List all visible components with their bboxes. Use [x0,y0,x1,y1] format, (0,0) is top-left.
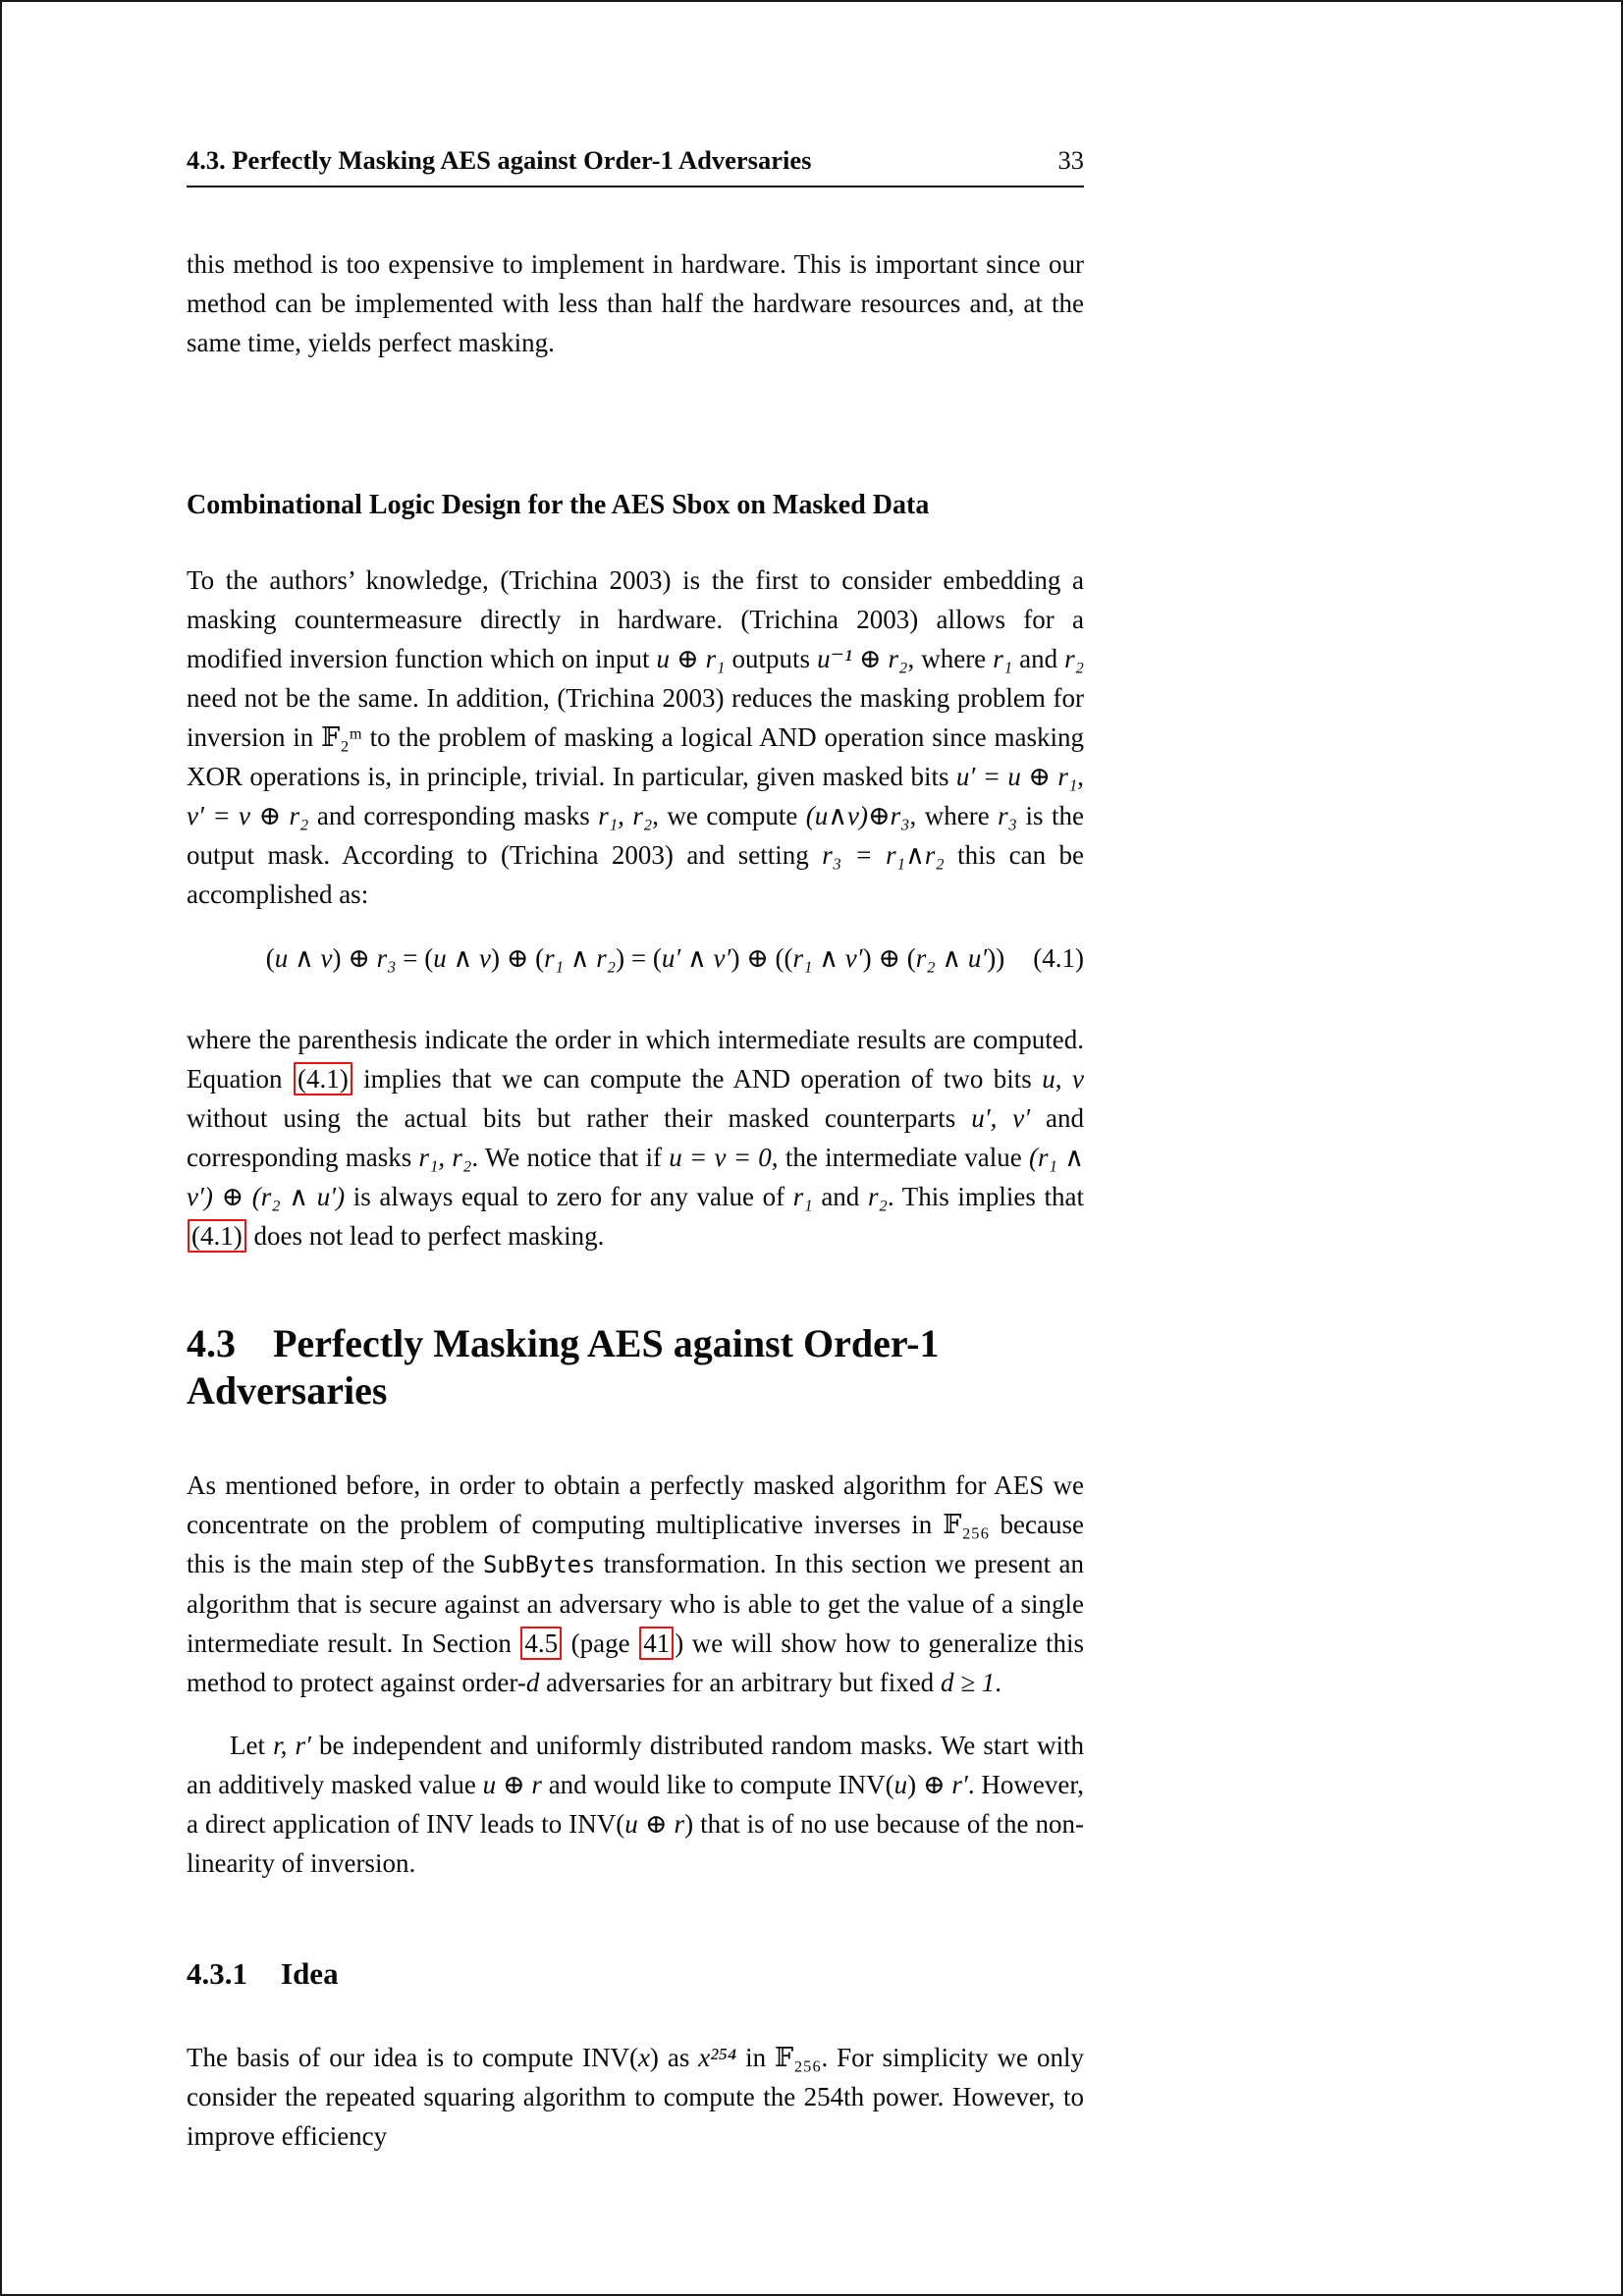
text-segment: u ⊕ r₁ [656,644,726,673]
text-segment: r₂ [915,943,936,973]
text-segment: does not lead to perfect masking. [246,1221,605,1251]
text-segment: and corresponding masks [308,801,599,830]
ref-link[interactable]: (4.1) [188,1219,246,1253]
text-segment: outputs [725,644,818,673]
text-segment: ) we will show how to generalize this method to protect against order- [187,1629,1084,1697]
text-segment: , where [907,644,994,673]
text-segment: ( [265,943,275,973]
text-segment: ) ⊕ [907,1770,952,1799]
text-segment: v′ [713,943,731,973]
text-segment: this can be accomplished as: [187,840,1085,909]
text-segment: 𝔽₂₅₆ [775,2043,822,2072]
text-segment: . However, a direct application of INV leads to INV( [187,1770,1084,1839]
text-segment: u [274,943,289,973]
text-segment: without using the actual bits but rather their masked counterparts [187,1103,972,1133]
text-segment: r₁ [544,943,564,973]
text-segment: u ⊕ r [482,1770,542,1799]
text-segment: and [812,1182,868,1211]
text-segment: ) ⊕ ( [862,943,916,973]
text-segment: ) ⊕ [332,943,377,973]
text-segment: u′, v′ [971,1103,1031,1133]
text-segment: r₃ [998,801,1018,830]
page-number: 33 [1057,145,1084,175]
text-segment: , we compute [652,801,806,830]
equation-content [266,937,1005,979]
text-segment: r, r′ [273,1731,311,1760]
ref-link[interactable]: 41 [639,1627,674,1660]
text-segment: adversaries for an arbitrary but fixed [539,1668,941,1697]
text-segment: is always equal to zero for any value of [345,1182,793,1211]
text-segment: SubBytes [482,1551,596,1578]
paragraph-equation-discussion [187,1020,1084,1255]
text-segment: . [995,1668,1002,1697]
section-number: 4.3 [187,1321,236,1365]
paragraph-trichina [187,561,1084,914]
text-segment: ∧ [563,943,597,973]
text-segment: u ⊕ r [624,1809,685,1839]
paragraph-as-mentioned [187,1466,1084,1702]
text-segment: v′ [844,943,863,973]
text-segment: and [1012,644,1065,673]
running-header-title: 4.3. Perfectly Masking AES against Order-1 Adversaries [187,145,812,175]
text-segment: ∧ [288,943,321,973]
text-segment: u′ = u ⊕ r₁ [955,762,1078,791]
text-segment: to the problem of masking a logical AND operation since masking XOR operations is, in principle, trivial. In particular, given masked bits [187,722,1084,791]
text-segment: ) ⊕ ( [490,943,545,973]
text-segment: be independent and uniformly distributed random masks. We start with an additively masked value [187,1731,1084,1799]
text-segment: ) = ( [616,943,662,973]
text-segment: d [525,1668,540,1697]
text-segment: need not be the same. In addition, (Trichina 2003) reduces the masking problem for inversion in [187,683,1084,752]
text-segment: r₃ = r₁∧r₂ [822,840,945,870]
text-segment: ) ⊕ (( [730,943,793,973]
text-segment: r′ [951,1770,968,1799]
text-segment: r₂ [1064,644,1084,673]
text-segment: in [736,2043,776,2072]
ref-link[interactable]: 4.5 [520,1627,562,1660]
text-segment: ) as [649,2043,699,2072]
text-segment: r₁, r₂ [418,1143,472,1172]
text-segment: v′ = v ⊕ r₂ [187,801,309,830]
section-heading-4-3 [187,1320,1084,1415]
text-segment: ∧ [812,943,845,973]
text-segment: u′ [661,943,681,973]
text-segment: u [893,1770,908,1799]
text-segment: where the parenthesis indicate the order in which intermediate results are computed. Equation [187,1025,1084,1094]
text-segment: ∧ [680,943,714,973]
text-segment: = ( [396,943,434,973]
text-segment: . This implies that [887,1182,1085,1211]
text-segment: r₁ [792,943,813,973]
ref-link[interactable]: (4.1) [294,1062,352,1095]
text-segment: Let [230,1731,274,1760]
text-segment: r₁, r₂ [598,801,653,830]
text-segment: (r₁ ∧ v′) ⊕ (r₂ ∧ u′) [187,1143,1084,1211]
text-segment: The basis of our idea is to compute INV( [187,2043,638,2072]
text-segment: To the authors’ knowledge, (Trichina 2003) is the first to consider embedding a masking countermeasure directly in hardware. (Trichina 2003) allows for a modified inversion function which on input [187,565,1084,673]
paragraph-heading-combinational-logic: Combinational Logic Design for the AES Sbox on Masked Data [187,490,930,520]
text-segment: u = v = 0 [669,1143,772,1172]
paragraph-random-masks [187,1726,1084,1883]
text-segment: 𝔽₂ᵐ [321,722,362,752]
text-segment: As mentioned before, in order to obtain a perfectly masked algorithm for AES we concentrate on the problem of computing multiplicative inverses in [187,1470,1084,1539]
text-segment: r₃ [376,943,397,973]
text-segment: r₂ [867,1182,888,1211]
text-segment: , [1077,762,1084,791]
text-segment: 𝔽₂₅₆ [943,1510,990,1539]
text-segment: r₂ [596,943,617,973]
subsection-number: 4.3.1 [187,1956,247,1991]
equation-tag: (4.1) [1033,943,1084,973]
text-segment: u [433,943,447,973]
text-block [187,2,1084,2179]
text-segment: and would like to compute INV( [541,1770,894,1799]
text-segment: r₁ [993,644,1013,673]
text-segment: ∧ [935,943,968,973]
text-segment: , where [909,801,999,830]
subsection-heading-4-3-1 [187,1955,1084,1993]
text-segment: (u∧v)⊕r₃ [805,801,910,830]
section-title: Perfectly Masking AES against Order-1 Adversaries [187,1321,940,1413]
text-segment: transformation. In this section we present an algorithm that is secure against an adversary who is able to get the value of a single intermediate result. In Section [187,1549,1084,1658]
text-segment: because this is the main step of the [187,1510,1085,1578]
text-segment: . We notice that if [471,1143,670,1172]
text-segment: , the intermediate value [771,1143,1030,1172]
running-header [187,145,1084,187]
text-segment: and corresponding masks [187,1103,1084,1172]
text-segment: implies that we can compute the AND operation of two bits [352,1064,1043,1094]
text-segment: is the output mask. According to (Trichina 2003) and setting [187,801,1084,870]
paragraph-idea-basis [187,2038,1084,2156]
text-segment: )) [987,943,1005,973]
text-segment: ∧ [446,943,479,973]
text-segment: d ≥ 1 [940,1668,996,1697]
text-segment: . For simplicity we only consider the repeated squaring algorithm to compute the 254th power. However, to improve efficiency [187,2043,1084,2151]
text-segment: v [320,943,333,973]
text-segment: x [637,2043,650,2072]
text-segment: u′ [967,943,988,973]
paragraph-intro [187,244,1084,362]
text-segment: (page [563,1629,639,1658]
text-segment: r₁ [792,1182,813,1211]
text-segment: this method is too expensive to implement in hardware. This is important since our method can be implemented with less than half the hardware resources and, at the same time, yields perfect masking. [187,249,1084,357]
text-segment: u, v [1042,1064,1085,1094]
text-segment: u⁻¹ ⊕ r₂ [817,644,908,673]
text-segment: x²⁵⁴ [698,2043,737,2072]
subsection-title: Idea [281,1956,339,1991]
equation-4-1 [187,937,1084,979]
text-segment: v [478,943,491,973]
text-segment: ) that is of no use because of the non-linearity of inversion. [187,1809,1084,1878]
